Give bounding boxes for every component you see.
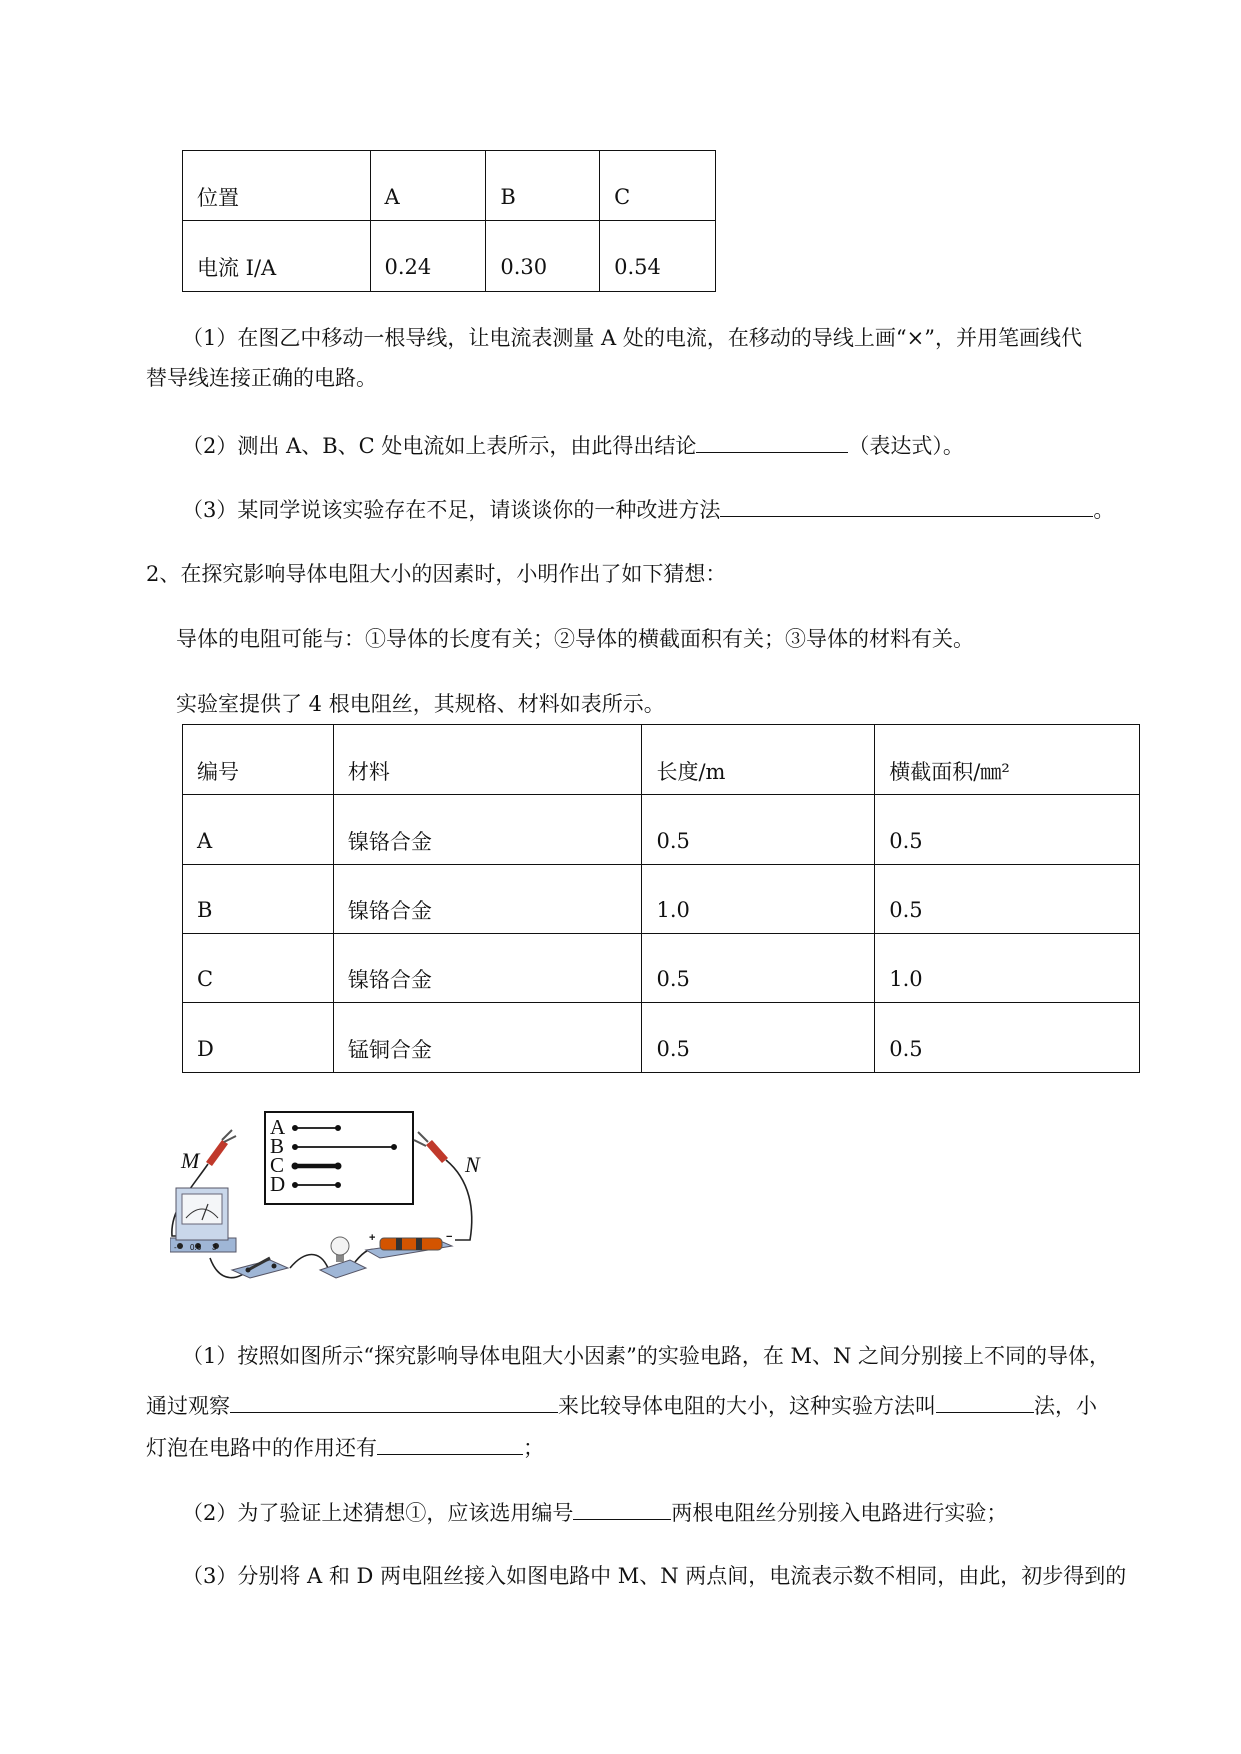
table-cell: 0.5	[875, 1003, 1140, 1073]
table-cell: 0.5	[875, 865, 1140, 934]
q1-part2	[182, 430, 964, 460]
wire-label-b: B	[270, 1134, 285, 1158]
table-cell: 0.5	[875, 795, 1140, 865]
ammeter-terminal-negative: -	[174, 1243, 177, 1252]
table-cell: 位置	[183, 151, 371, 221]
table-cell: 电流 I/A	[183, 221, 371, 292]
q1-part1-line1: （1）在图乙中移动一根导线，让电流表测量 A 处的电流，在移动的导线上画“×”，并用笔画线代	[182, 326, 1082, 350]
answer-blank[interactable]	[377, 1432, 523, 1455]
wire-label-c: C	[270, 1153, 285, 1177]
ammeter-icon	[170, 1188, 236, 1252]
q2-part2	[182, 1497, 1007, 1527]
q2-part1-text-d: 灯泡在电路中的作用还有	[146, 1436, 377, 1460]
table-row	[183, 865, 1140, 934]
table-row	[183, 934, 1140, 1003]
wire-terminal	[336, 1126, 341, 1131]
table-cell: B	[486, 151, 600, 221]
ammeter-terminal-3: 3	[212, 1243, 217, 1252]
table-cell: 锰铜合金	[333, 1003, 642, 1073]
q1-part1-line2: 替导线连接正确的电路。	[146, 366, 377, 390]
q2-part2-suffix: 两根电阻丝分别接入电路进行实验；	[671, 1501, 1008, 1525]
battery-icon	[366, 1238, 452, 1258]
wire-terminal	[335, 1163, 341, 1169]
q1-part3-text: （3）某同学说该实验存在不足，请谈谈你的一种改进方法	[182, 498, 721, 522]
wire-label-d: D	[270, 1172, 286, 1196]
q2-part3: （3）分别将 A 和 D 两电阻丝接入如图电路中 M、N 两点间，电流表示数不相同，由此，初步得到的	[182, 1564, 1127, 1588]
table-header-row	[183, 725, 1140, 795]
table-cell: 0.5	[642, 934, 875, 1003]
table-cell: 0.5	[642, 795, 875, 865]
clip-n-icon	[414, 1132, 448, 1163]
q2-part2-text: （2）为了验证上述猜想①，应该选用编号	[182, 1501, 574, 1525]
table-cell: 镍铬合金	[333, 934, 642, 1003]
table-cell: D	[183, 1003, 334, 1073]
clip-label-m: M	[181, 1148, 200, 1173]
wire-terminal	[293, 1145, 298, 1150]
q2-guess: 导体的电阻可能与：①导体的长度有关；②导体的横截面积有关；③导体的材料有关。	[176, 627, 974, 651]
table-cell: 镍铬合金	[333, 865, 642, 934]
q2-part1-line2	[146, 1390, 1097, 1420]
q2-part1-text-e: ；	[523, 1436, 544, 1460]
wire-terminal	[293, 1126, 298, 1131]
table-cell: 1.0	[875, 934, 1140, 1003]
q2-part1-text-c: 法，小	[1034, 1394, 1097, 1418]
q1-part2-suffix: （表达式）。	[848, 434, 964, 458]
battery-plus: +	[369, 1232, 376, 1244]
clip-m-icon	[206, 1130, 236, 1166]
q2-title: 2、在探究影响导体电阻大小的因素时，小明作出了如下猜想：	[146, 562, 727, 586]
table-cell: 横截面积/㎜²	[875, 725, 1140, 795]
table-cell: C	[600, 151, 716, 221]
current-table	[182, 150, 716, 292]
table-cell: A	[183, 795, 334, 865]
table-row	[183, 1003, 1140, 1073]
table-cell: A	[370, 151, 486, 221]
q2-intro: 实验室提供了 4 根电阻丝，其规格、材料如表所示。	[176, 692, 665, 716]
answer-blank[interactable]	[573, 1497, 671, 1520]
wire-label-a: A	[270, 1115, 286, 1139]
q2-part1-line3	[146, 1432, 544, 1462]
battery-minus: −	[446, 1231, 453, 1243]
q2-part1-line1: （1）按照如图所示“探究影响导体电阻大小因素”的实验电路，在 M、N 之间分别接上不同的导体，	[182, 1344, 1111, 1368]
answer-blank[interactable]	[230, 1390, 558, 1413]
table-row	[183, 221, 716, 292]
table-cell: B	[183, 865, 334, 934]
q1-part2-text: （2）测出 A、B、C 处电流如上表所示，由此得出结论	[182, 434, 697, 458]
q2-part1-text-a: 通过观察	[146, 1394, 230, 1418]
wire-terminal	[293, 1183, 298, 1188]
table-cell: 0.54	[600, 221, 716, 292]
table-cell: 1.0	[642, 865, 875, 934]
circuit-figure	[170, 1100, 530, 1310]
answer-blank[interactable]	[696, 430, 848, 453]
q1-part3	[182, 494, 1114, 524]
wire-terminal	[292, 1163, 298, 1169]
resistance-wire-table	[182, 724, 1140, 1073]
table-cell: 材料	[333, 725, 642, 795]
table-cell: C	[183, 934, 334, 1003]
clip-label-n: N	[465, 1152, 480, 1177]
table-cell: 0.30	[486, 221, 600, 292]
wire-terminal	[392, 1145, 397, 1150]
table-cell: 长度/m	[642, 725, 875, 795]
connecting-wire	[290, 1255, 328, 1269]
table-cell: 0.24	[370, 221, 486, 292]
table-header-row	[183, 151, 716, 221]
answer-blank[interactable]	[936, 1390, 1034, 1413]
answer-blank[interactable]	[720, 494, 1093, 517]
table-cell: 镍铬合金	[333, 795, 642, 865]
ammeter-terminal-06: 0.6	[190, 1243, 202, 1252]
table-cell: 0.5	[642, 1003, 875, 1073]
q2-part1-text-b: 来比较导体电阻的大小，这种实验方法叫	[558, 1394, 936, 1418]
table-cell: 编号	[183, 725, 334, 795]
table-row	[183, 795, 1140, 865]
q1-part3-suffix: 。	[1093, 498, 1115, 522]
wire-terminal	[336, 1183, 341, 1188]
